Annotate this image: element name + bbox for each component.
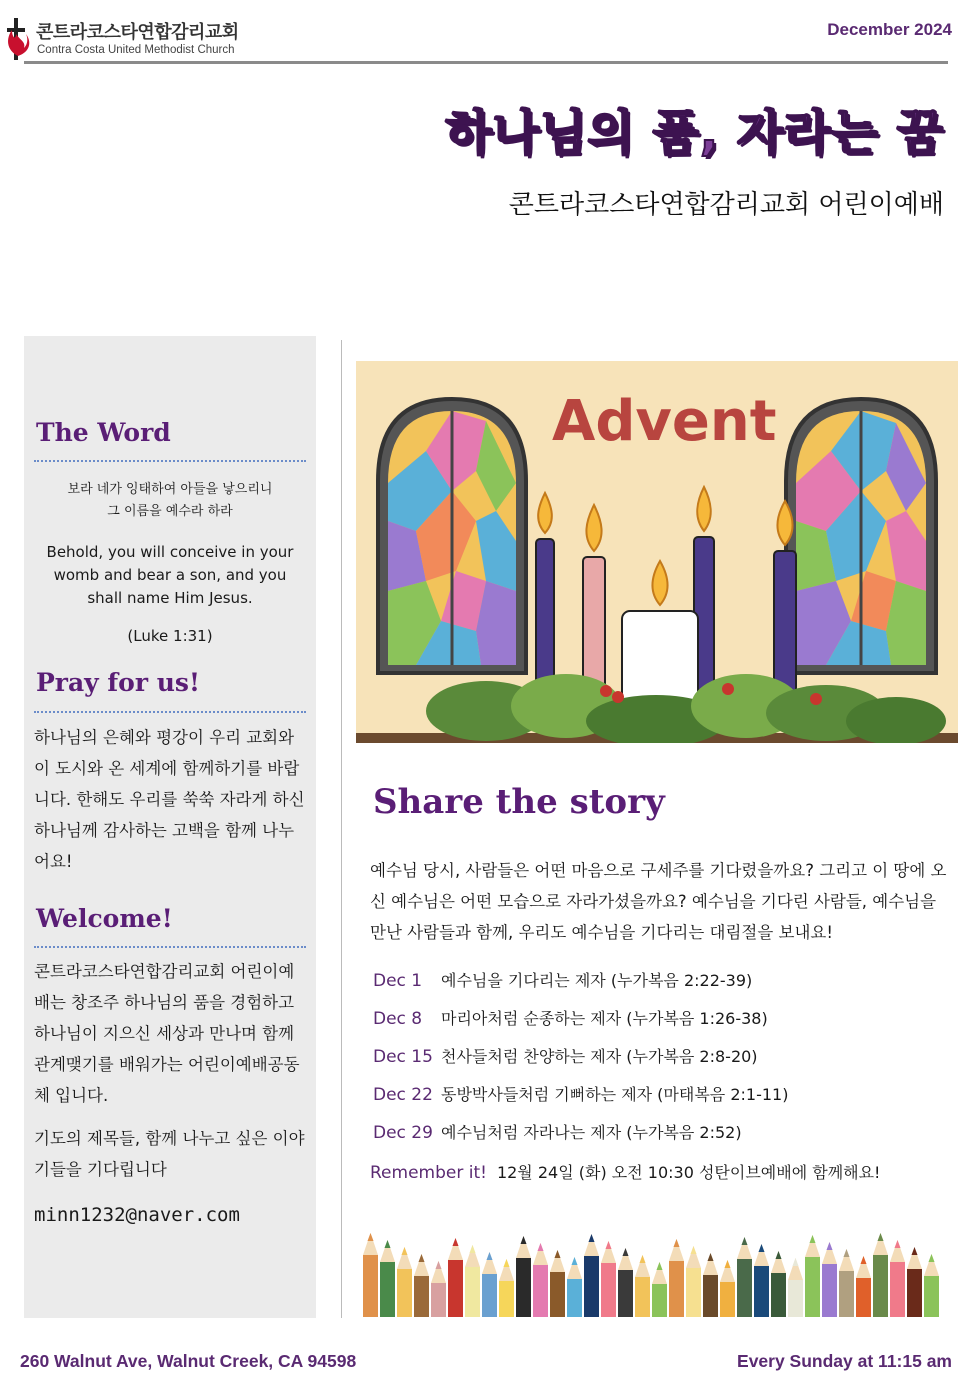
prayer-request-text: 기도의 제목들, 함께 나누고 싶은 이야기들을 기다립니다 (34, 1129, 305, 1179)
schedule-date: Dec 15 (373, 1047, 433, 1067)
verse-ko-line1: 보라 네가 잉태하여 아들을 낳으리니 (67, 482, 273, 497)
column-divider (341, 340, 342, 1318)
pencil (686, 1246, 701, 1317)
schedule-row (373, 1082, 788, 1105)
word-divider (34, 460, 306, 462)
pencil (499, 1259, 514, 1317)
pray-text: 하나님의 은혜와 평강이 우리 교회와 이 도시와 온 세계에 함께하기를 바랍니다. 한해도 우리를 쑥쑥 자라게 하신 하나님께 감사하는 고백을 함께 나누어요! (34, 728, 305, 871)
pencil (720, 1260, 735, 1317)
schedule-text: 예수님처럼 자라나는 제자 (누가복음 2:52) (441, 1123, 742, 1142)
pencil (669, 1239, 684, 1317)
church-logo (4, 14, 264, 62)
pencil (890, 1240, 905, 1317)
pencil (856, 1256, 871, 1317)
remember-text: 12월 24일 (화) 오전 10:30 성탄이브예배에 함께해요! (496, 1163, 881, 1182)
pencil (584, 1234, 599, 1317)
schedule-row (373, 968, 752, 991)
stained-glass-window-left (378, 399, 526, 673)
schedule-row (373, 1120, 742, 1143)
schedule-text: 동방박사들처럼 기뻐하는 제자 (마태복음 2:1-11) (441, 1085, 789, 1104)
welcome-divider (34, 946, 306, 948)
newsletter-subtitle: 콘트라코스타연합감리교회 어린이예배 (508, 190, 944, 220)
pencil (567, 1257, 582, 1317)
schedule-date: Dec 8 (373, 1009, 423, 1029)
church-name-en: Contra Costa United Methodist Church (37, 44, 235, 56)
schedule-text: 천사들처럼 찬양하는 제자 (누가복음 2:8-20) (441, 1047, 758, 1066)
pencil (550, 1250, 565, 1317)
colored-pencils-decoration (362, 1225, 948, 1317)
pencil (703, 1253, 718, 1317)
welcome-heading: Welcome! (36, 904, 173, 933)
pray-heading: Pray for us! (36, 668, 200, 697)
pencil (465, 1245, 480, 1317)
pencil (907, 1247, 922, 1317)
pencil (380, 1240, 395, 1317)
pencil (737, 1237, 752, 1317)
word-heading: The Word (36, 418, 171, 447)
verse-reference: (Luke 1:31) (127, 627, 213, 645)
sidebar (24, 336, 316, 1318)
pencil (635, 1255, 650, 1317)
schedule-row (373, 1044, 758, 1067)
pencil (482, 1252, 497, 1317)
newsletter-title: 하나님의 품, 자라는 꿈 (445, 105, 944, 161)
advent-illustration (356, 361, 958, 743)
pencil (516, 1236, 531, 1317)
pencil (924, 1254, 939, 1317)
verse-ko (34, 479, 306, 523)
pencil (431, 1261, 446, 1317)
story-body: 예수님 당시, 사람들은 어떤 마음으로 구세주를 기다렸을까요? 그리고 이 땅에 오신 예수님은 어떤 모습으로 자라가셨을까요? 예수님을 기다린 사람들, 예수님을 만난 사람들과 함께, 우리도 예수님을 기다리는 대림절을 보내요! (370, 861, 947, 942)
pencil (618, 1248, 633, 1317)
stained-glass-window-right (786, 399, 936, 673)
church-address: 260 Walnut Ave, Walnut Creek, CA 94598 (20, 1351, 357, 1371)
story-heading: Share the story (373, 782, 665, 822)
pencil (805, 1235, 820, 1317)
schedule-text: 마리아처럼 순종하는 제자 (누가복음 1:26-38) (441, 1009, 768, 1028)
welcome-text: 콘트라코스타연합감리교회 어린이예배는 창조주 하나님의 품을 경험하고 하나님이 지으신 세상과 만나며 함께 관계맺기를 배워가는 어린이예배공동체 입니다. (34, 962, 300, 1105)
schedule-date: Dec 22 (373, 1085, 433, 1105)
advent-title: Advent (552, 389, 777, 454)
issue-date: December 2024 (827, 20, 952, 39)
verse-en: Behold, you will conceive in your womb and bear a son, and you shall name Him Jesus. (46, 543, 294, 607)
pencil (448, 1238, 463, 1317)
remember-note (370, 1160, 880, 1183)
pencil (788, 1258, 803, 1317)
pencil (414, 1254, 429, 1317)
church-name-ko: 콘트라코스타연합감리교회 (36, 22, 239, 43)
pencil (873, 1233, 888, 1317)
pray-divider (34, 711, 306, 713)
pencil (754, 1244, 769, 1317)
cross-and-flame-icon (4, 16, 32, 60)
schedule-date: Dec 29 (373, 1123, 433, 1143)
contact-email[interactable]: minn1232@naver.com (34, 1204, 240, 1226)
verse-ko-line2: 그 이름을 예수라 하라 (107, 504, 233, 519)
pencil (363, 1233, 378, 1317)
pencil (601, 1241, 616, 1317)
schedule-text: 예수님을 기다리는 제자 (누가복음 2:22-39) (441, 971, 753, 990)
pencil (397, 1247, 412, 1317)
schedule-date: Dec 1 (373, 971, 423, 991)
pencil (533, 1243, 548, 1317)
pencil (652, 1262, 667, 1317)
header-divider (24, 61, 948, 64)
pencil (822, 1242, 837, 1317)
schedule-row (373, 1006, 768, 1029)
service-time: Every Sunday at 11:15 am (737, 1351, 952, 1371)
pencil (771, 1251, 786, 1317)
pencil (839, 1249, 854, 1317)
remember-label: Remember it! (370, 1163, 487, 1183)
